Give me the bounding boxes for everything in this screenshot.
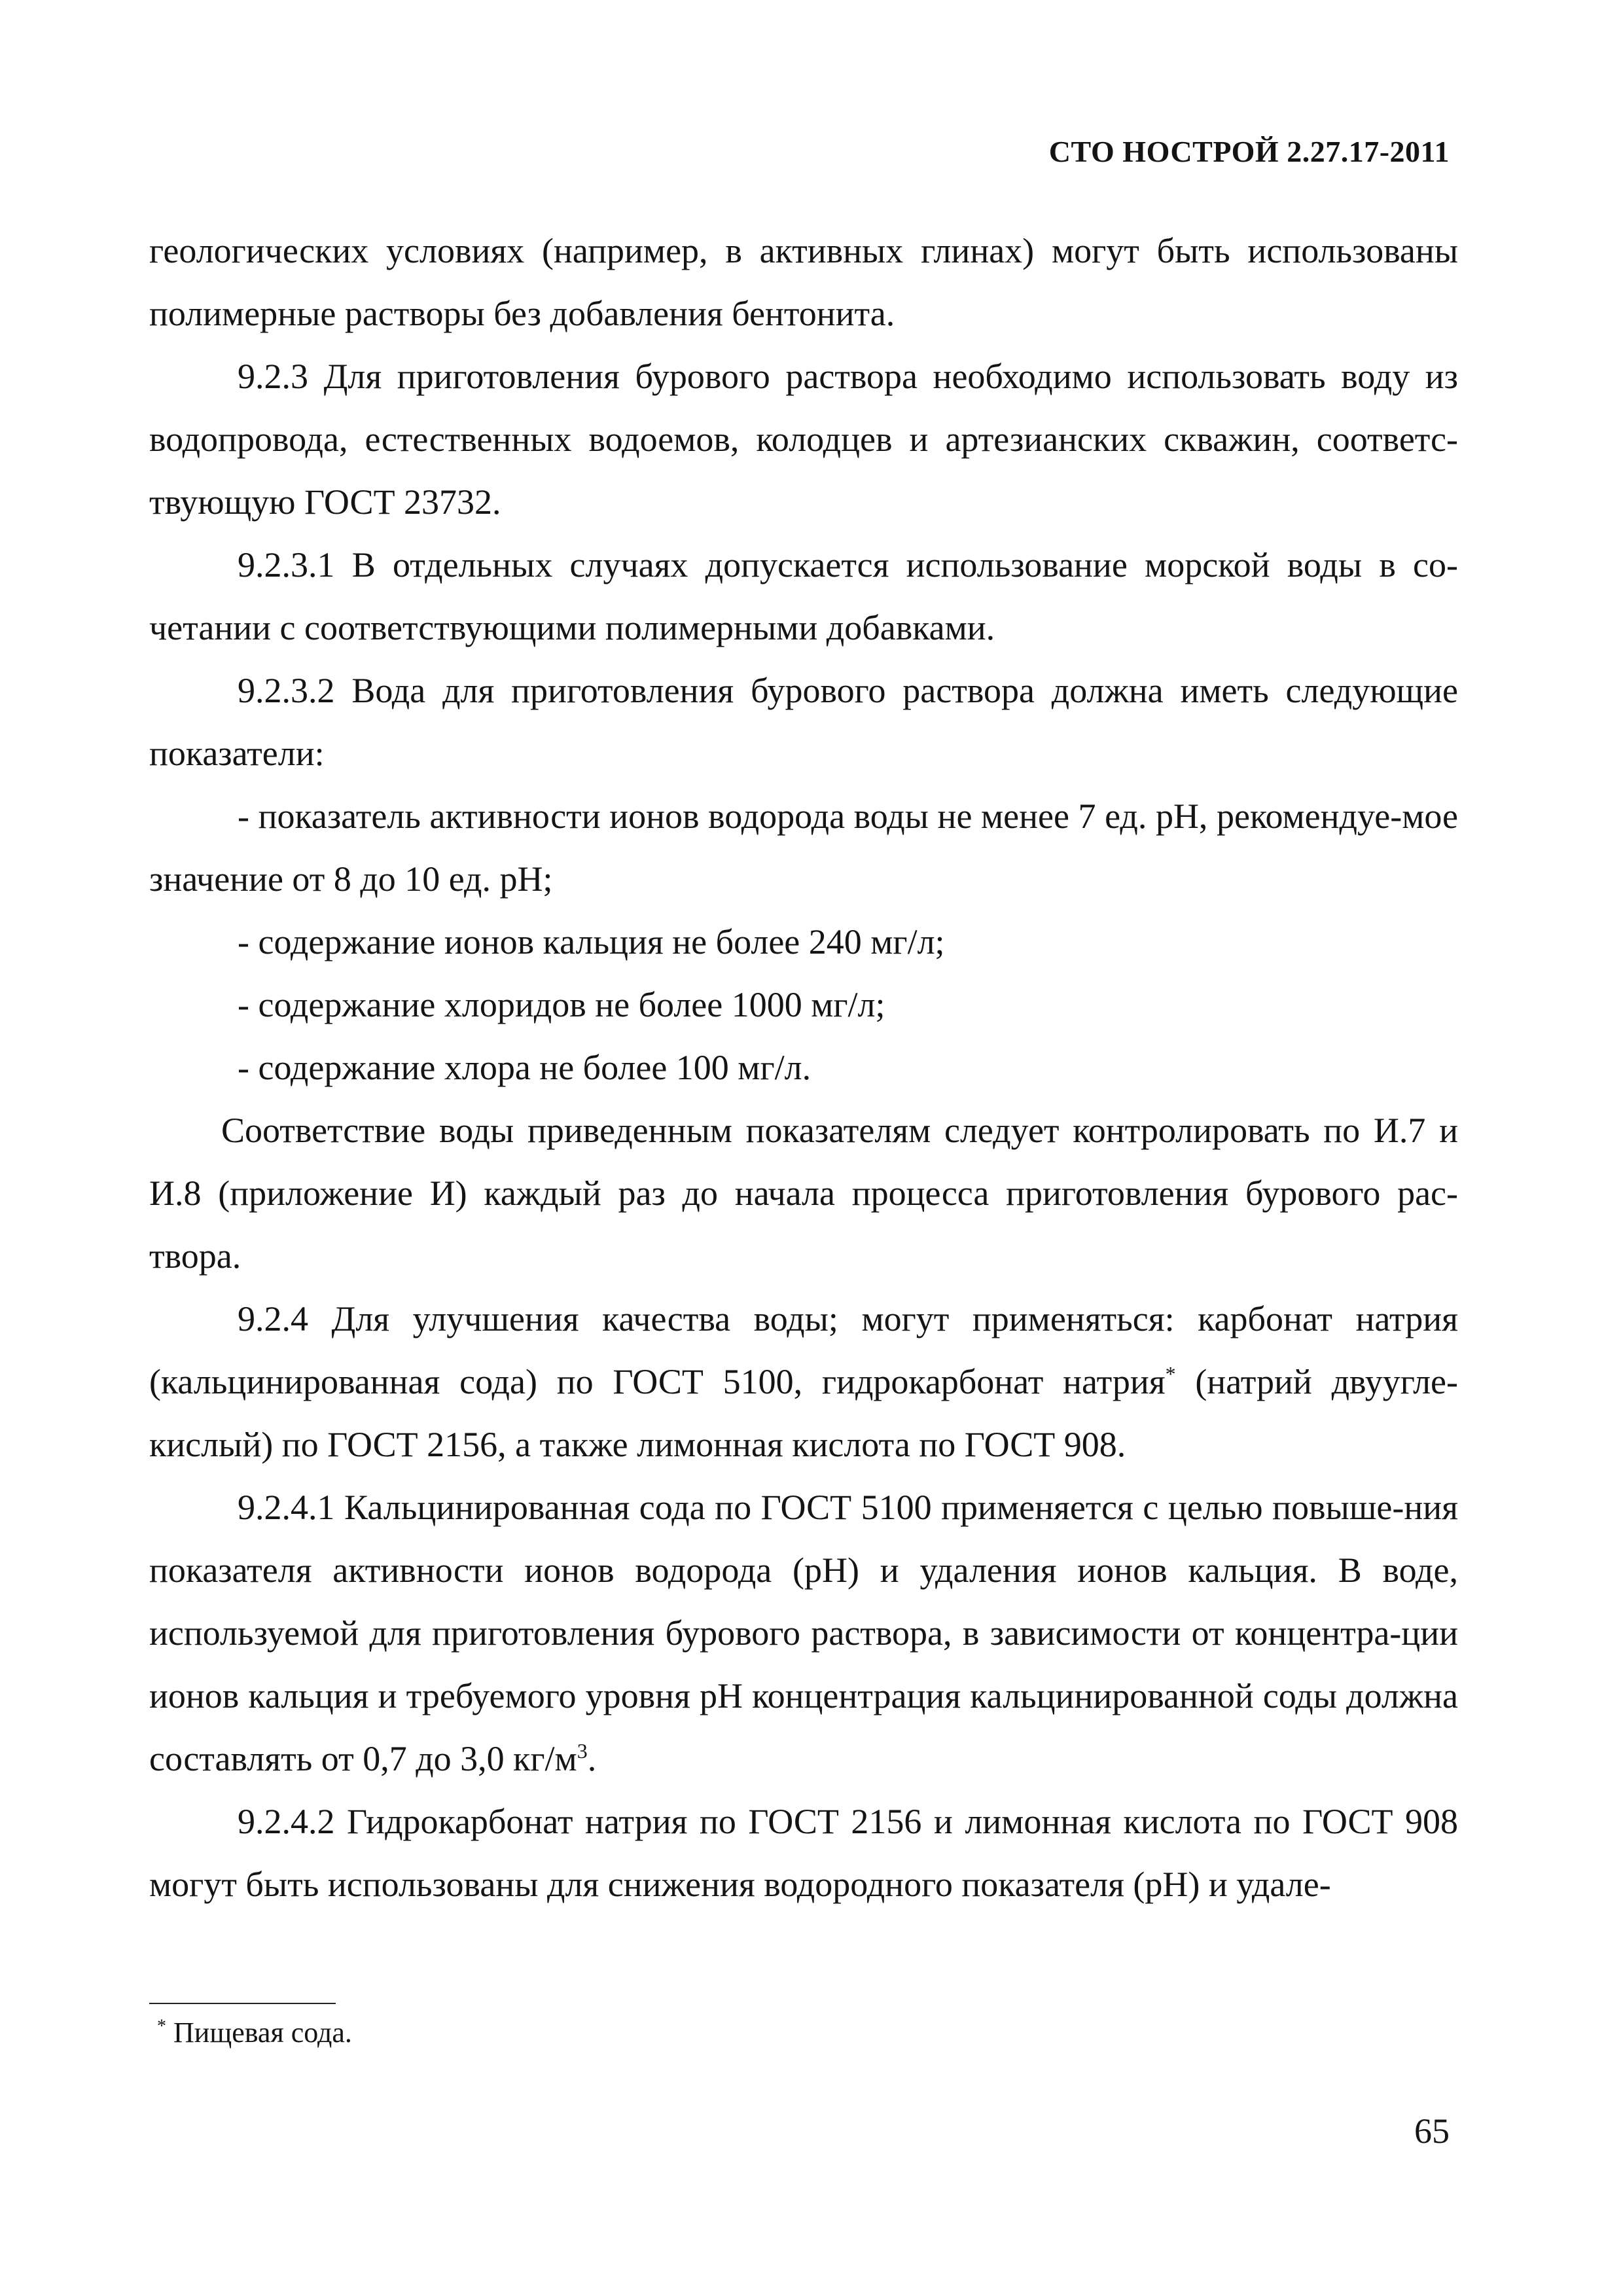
footnote-reference-mark: * xyxy=(1165,1362,1176,1386)
paragraph-9-2-4-text-a: 9.2.4 Для улучшения качества воды; могут применяться: карбонат натрия (кальцинированная сода) по ГОСТ 5100, гидрокарбонат натрия xyxy=(149,1299,1458,1401)
paragraph-9-2-4-text-b: (натрий двуугле-кислый) по ГОСТ 2156, а также лимонная кислота по ГОСТ 908. xyxy=(149,1362,1459,1464)
list-item-calcium: - содержание ионов кальция не более 240 мг/л; xyxy=(238,922,945,961)
document-code-header: СТО НОСТРОЙ 2.27.17-2011 xyxy=(1048,135,1450,168)
paragraph-continuation: геологических условиях (например, в активных глинах) могут быть использованы полимерные растворы без добавления бентонита. xyxy=(149,231,1458,333)
list-item-ph: - показатель активности ионов водорода воды не менее 7 ед. pH, рекомендуе-мое значение от 8 до 10 ед. pH; xyxy=(149,797,1458,899)
footnote-separator xyxy=(149,2003,336,2004)
paragraph-9-2-4-1-end: . xyxy=(587,1739,597,1778)
paragraph-9-2-4 xyxy=(149,1287,1458,1476)
paragraph-compliance: Соответствие воды приведенным показателям следует контролировать по И.7 и И.8 (приложение И) каждый раз до начала процесса приготовления бурового рас-твора. xyxy=(149,1111,1458,1276)
footnote xyxy=(157,2016,352,2049)
paragraph-9-2-3-2: 9.2.3.2 Вода для приготовления бурового раствора должна иметь следующие показатели: xyxy=(149,671,1458,773)
page-number: 65 xyxy=(1414,2111,1450,2151)
paragraph-9-2-3-1: 9.2.3.1 В отдельных случаях допускается использование морской воды в со-четании с соответствующими полимерными добавками. xyxy=(149,545,1458,647)
paragraph-9-2-4-1-text: 9.2.4.1 Кальцинированная сода по ГОСТ 5100 применяется с целью повыше-ния показателя активности ионов водорода (pH) и удаления ионов кальция. В воде, используемой для приготовления бурового раствора, в зависимости от концентра-ции ионов кальция и требуемого уровня pH концентрация кальцинированной соды должна составлять от 0,7 до 3,0 кг/м xyxy=(149,1488,1458,1778)
footnote-mark: * xyxy=(157,2016,166,2037)
list-item-chlorides: - содержание хлоридов не более 1000 мг/л; xyxy=(238,985,885,1024)
list-item-chlorine: - содержание хлора не более 100 мг/л. xyxy=(238,1048,812,1087)
paragraph-9-2-4-2: 9.2.4.2 Гидрокарбонат натрия по ГОСТ 2156 и лимонная кислота по ГОСТ 908 могут быть использованы для снижения водородного показателя (pH) и удале- xyxy=(149,1802,1458,1904)
paragraph-9-2-3: 9.2.3 Для приготовления бурового раствора необходимо использовать воду из водопровода, естественных водоемов, колодцев и артезианских скважин, соответс-твующую ГОСТ 23732. xyxy=(149,357,1458,522)
cubic-superscript: 3 xyxy=(577,1739,588,1763)
footnote-text: Пищевая сода. xyxy=(166,2017,352,2049)
body-text xyxy=(149,219,1458,1916)
paragraph-9-2-4-1 xyxy=(149,1476,1458,1790)
